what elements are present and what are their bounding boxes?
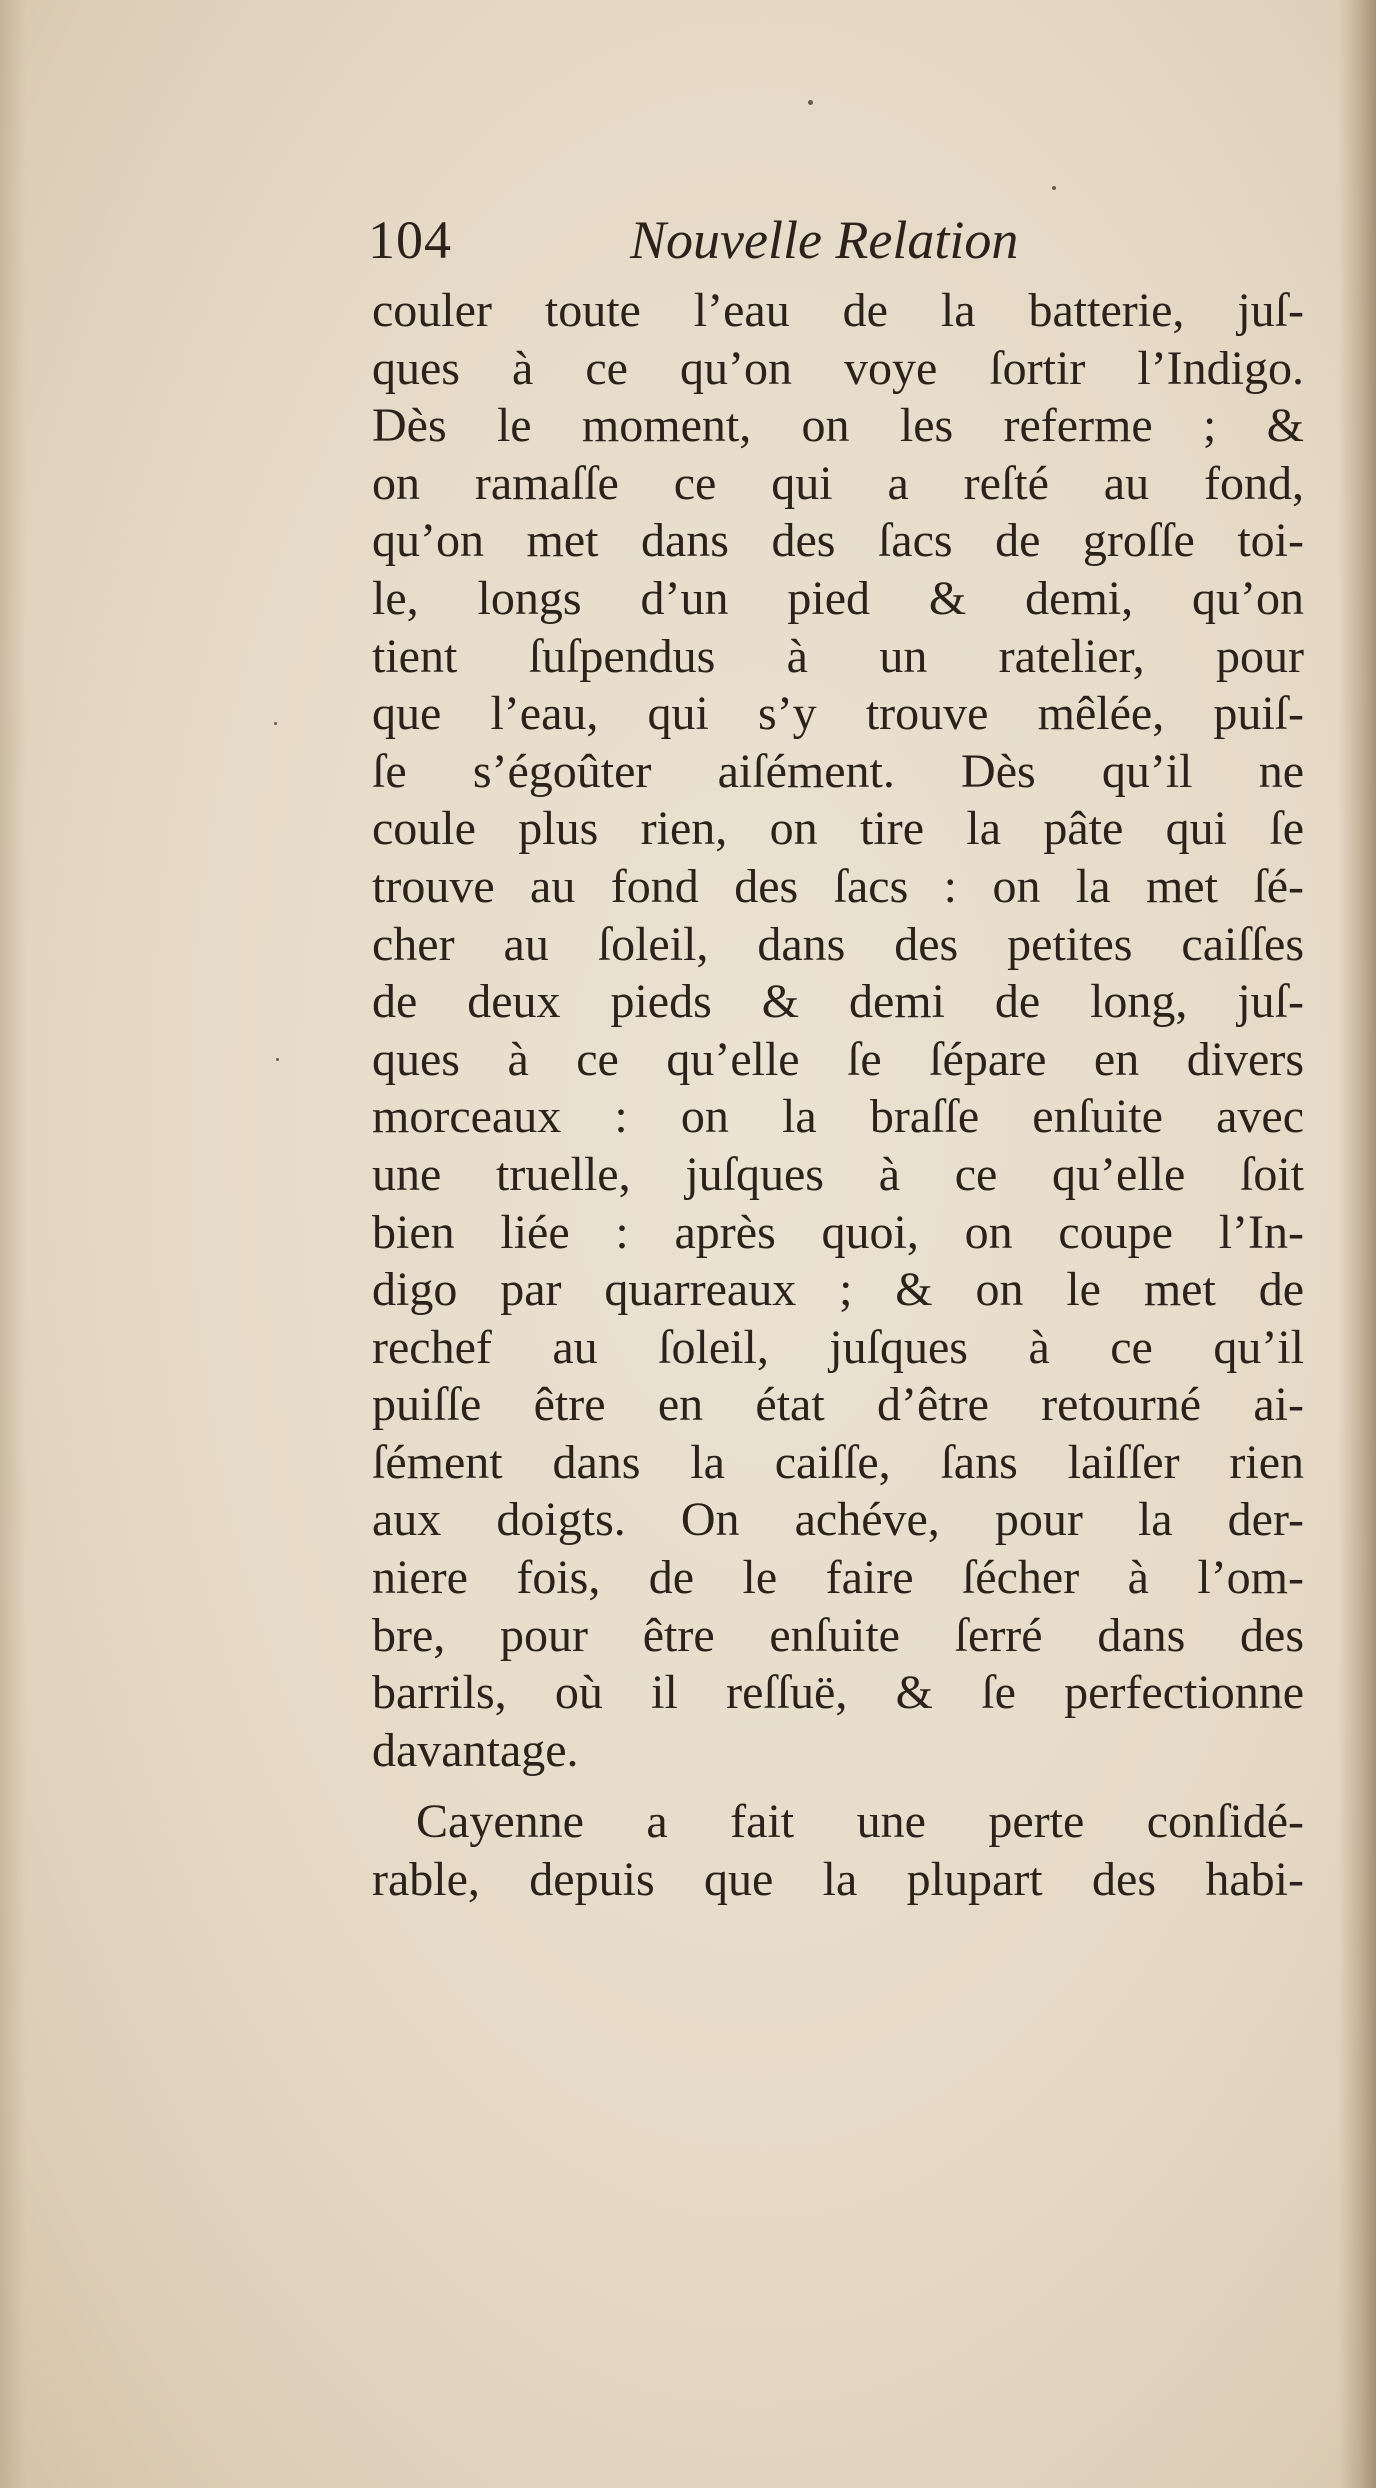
text-line: bre, pour être enſuite ſerré dans des bbox=[372, 1608, 1304, 1662]
text-line: de deux pieds & demi de long, juſ- bbox=[372, 975, 1304, 1029]
paragraph-2 bbox=[372, 1793, 1304, 1908]
text-line: couler toute l’eau de la batterie, juſ- bbox=[372, 284, 1304, 337]
text-line: rable, depuis que la plupart des habi- bbox=[372, 1853, 1304, 1907]
running-head-title: Nouvelle Relation bbox=[630, 210, 1019, 270]
paragraph-gap bbox=[372, 1779, 1304, 1793]
text-line: ques à ce qu’on voye ſortir l’Indigo. bbox=[372, 341, 1304, 395]
text-line: rechef au ſoleil, juſques à ce qu’il bbox=[372, 1320, 1304, 1374]
text-line: Dès le moment, on les referme ; & bbox=[372, 399, 1304, 453]
text-line: digo par quarreaux ; & on le met de bbox=[372, 1263, 1304, 1317]
page-number: 104 bbox=[368, 210, 452, 270]
text-line: cher au ſoleil, dans des petites caiſſes bbox=[372, 917, 1304, 971]
text-line: barrils, où il reſſuë, & ſe perfectionne bbox=[372, 1666, 1304, 1720]
text-line: davantage. bbox=[372, 1723, 579, 1777]
text-line: que l’eau, qui s’y trouve mêlée, puiſ- bbox=[372, 687, 1304, 741]
body-text bbox=[372, 282, 1304, 1909]
text-line: ſément dans la caiſſe, ſans laiſſer rien bbox=[372, 1435, 1304, 1489]
text-line: Cayenne a fait une perte conſidé- bbox=[416, 1795, 1304, 1849]
ink-speck bbox=[1052, 186, 1056, 190]
text-line: puiſſe être en état d’être retourné ai- bbox=[372, 1378, 1304, 1432]
ink-speck bbox=[276, 1058, 279, 1061]
text-line: trouve au fond des ſacs : on la met ſé- bbox=[372, 859, 1304, 913]
text-line: le, longs d’un pied & demi, qu’on bbox=[372, 571, 1304, 625]
text-line: ques à ce qu’elle ſe ſépare en divers bbox=[372, 1032, 1304, 1086]
paragraph-1 bbox=[372, 282, 1304, 1779]
text-line: morceaux : on la braſſe enſuite avec bbox=[372, 1090, 1304, 1144]
text-line: coule plus rien, on tire la pâte qui ſe bbox=[372, 802, 1304, 856]
running-head bbox=[368, 200, 1308, 280]
text-line: ſe s’égoûter aiſément. Dès qu’il ne bbox=[372, 744, 1304, 798]
text-line: niere fois, de le faire ſécher à l’om- bbox=[372, 1551, 1304, 1605]
text-line: aux doigts. On achéve, pour la der- bbox=[372, 1493, 1304, 1547]
page-right-shadow bbox=[1338, 0, 1376, 2488]
text-line: bien liée : après quoi, on coupe l’In- bbox=[372, 1205, 1304, 1259]
page-left-shadow bbox=[0, 0, 26, 2488]
ink-speck bbox=[274, 722, 277, 725]
text-line: tient ſuſpendus à un ratelier, pour bbox=[372, 629, 1304, 683]
text-line: une truelle, juſques à ce qu’elle ſoit bbox=[372, 1147, 1304, 1201]
text-line: qu’on met dans des ſacs de groſſe toi- bbox=[372, 514, 1304, 568]
text-line: on ramaſſe ce qui a reſté au fond, bbox=[372, 456, 1304, 510]
ink-speck bbox=[808, 100, 813, 105]
